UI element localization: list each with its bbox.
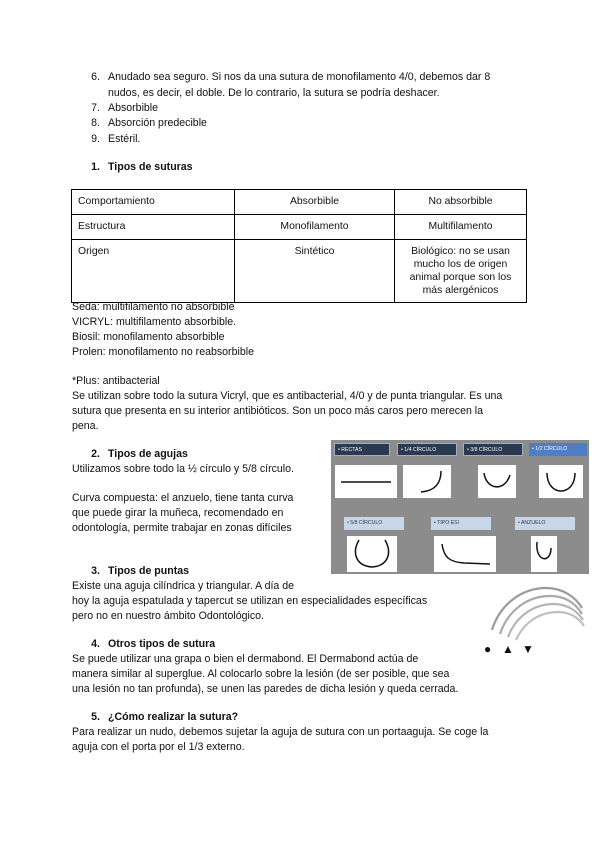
table-cell: Sintético — [235, 240, 395, 303]
triangular-tip-icon: ▲ — [502, 642, 514, 656]
needle-tag: • ANZUELO — [515, 517, 575, 530]
table-cell: Comportamiento — [72, 190, 235, 215]
list-number: 9. — [91, 133, 100, 145]
section-title: Otros tipos de sutura — [108, 638, 216, 650]
needle-tag: • RECTAS — [334, 443, 390, 456]
material-line: VICRYL: multifilamento absorbible. — [72, 316, 237, 328]
curved-needles-icon — [482, 574, 592, 644]
paragraph-line: pero no en nuestro ámbito Odontológico. — [72, 610, 264, 622]
table-cell: Monofilamento — [235, 215, 395, 240]
paragraph-line: hoy la aguja espatulada y tapercut se utilizan en especialidades específicas — [72, 595, 428, 607]
paragraph-line: aguja con el porta por el 1/3 externo. — [72, 741, 245, 753]
table-cell: Biológico: no se usan mucho los de origen animal porque son los más alergénicos — [395, 240, 527, 303]
needle-types-figure — [331, 440, 589, 574]
section-title: Tipos de suturas — [108, 161, 193, 173]
table-cell: Absorbible — [235, 190, 395, 215]
plus-label: *Plus: antibacterial — [72, 375, 160, 387]
needle-tag: • 1/2 CÍRCULO — [529, 443, 587, 456]
paragraph-line: que puede girar la muñeca, recomendado en — [72, 507, 284, 519]
table-cell: No absorbible — [395, 190, 527, 215]
suture-table — [71, 189, 527, 303]
paragraph-line: Existe una aguja cilíndrica y triangular. A día de — [72, 580, 295, 592]
needle-tips-figure — [482, 574, 592, 660]
table-row — [72, 240, 527, 303]
round-tip-icon: ● — [484, 642, 492, 656]
paragraph-line: Curva compuesta: el anzuelo, tiene tanta curva — [72, 492, 294, 504]
paragraph-line: odontología, permite trabajar en zonas difíciles — [72, 522, 292, 534]
five-eighths-needle-icon — [347, 536, 397, 572]
needle-tag: • 1/4 CÍRCULO — [397, 443, 457, 456]
section-number: 4. — [91, 638, 100, 650]
paragraph-line: Utilizamos sobre todo la ½ círculo y 5/8 círculo. — [72, 463, 294, 475]
needle-tag: • TIPO ESI — [431, 517, 491, 530]
fishhook-needle-icon — [531, 536, 557, 572]
paragraph-line: sutura que presenta en su interior antibióticos. Son un poco más caros pero merecen la — [72, 405, 484, 417]
section-title: ¿Cómo realizar la sutura? — [108, 711, 239, 723]
paragraph-line: Se utilizan sobre todo la sutura Vicryl, que es antibacterial, 4/0 y de punta triangular. Es una — [72, 390, 503, 402]
quarter-circle-needle-icon — [403, 465, 451, 498]
half-circle-needle-icon — [539, 465, 583, 498]
table-cell: Estructura — [72, 215, 235, 240]
three-eighths-needle-icon — [478, 465, 516, 498]
list-item-line: nudos, es decir, el doble. De lo contrario, la sutura se podría deshacer. — [108, 87, 440, 99]
list-number: 7. — [91, 102, 100, 114]
list-number: 8. — [91, 117, 100, 129]
paragraph-line: una lesión no tan profunda), se unen las paredes de dicha lesión y queda cerrada. — [72, 683, 459, 695]
paragraph-line: pena. — [72, 420, 99, 432]
table-cell: Origen — [72, 240, 235, 303]
list-item-line: Anudado sea seguro. Si nos da una sutura de monofilamento 4/0, debemos dar 8 — [108, 71, 491, 83]
material-line: Biosil: monofilamento absorbible — [72, 331, 225, 343]
section-number: 1. — [91, 161, 100, 173]
reverse-cutting-tip-icon: ▼ — [522, 642, 534, 656]
material-line: Prolen: monofilamento no reabsorbible — [72, 346, 254, 358]
list-item-line: Absorción predecible — [108, 117, 207, 129]
list-item-line: Absorbible — [108, 102, 159, 114]
list-number: 6. — [91, 71, 100, 83]
list-item-line: Estéril. — [108, 133, 141, 145]
section-title: Tipos de puntas — [108, 565, 190, 577]
paragraph-line: manera similar al superglue. Al colocarlo sobre la lesión (de ser posible, que sea — [72, 668, 450, 680]
needle-tag: • 3/8 CÍRCULO — [463, 443, 523, 456]
needle-tag: • 5/8 CÍRCULO — [344, 517, 404, 530]
paragraph-line: Se puede utilizar una grapa o bien el dermabond. El Dermabond actúa de — [72, 653, 419, 665]
section-title: Tipos de agujas — [108, 448, 188, 460]
material-line: Seda: multifilamento no absorbible — [72, 301, 235, 313]
esi-needle-icon — [434, 536, 496, 572]
table-cell: Multifilamento — [395, 215, 527, 240]
section-number: 5. — [91, 711, 100, 723]
table-row — [72, 215, 527, 240]
straight-needle-icon — [335, 465, 397, 498]
section-number: 2. — [91, 448, 100, 460]
section-number: 3. — [91, 565, 100, 577]
paragraph-line: Para realizar un nudo, debemos sujetar la aguja de sutura con un portaaguja. Se coge la — [72, 726, 489, 738]
table-row — [72, 190, 527, 215]
